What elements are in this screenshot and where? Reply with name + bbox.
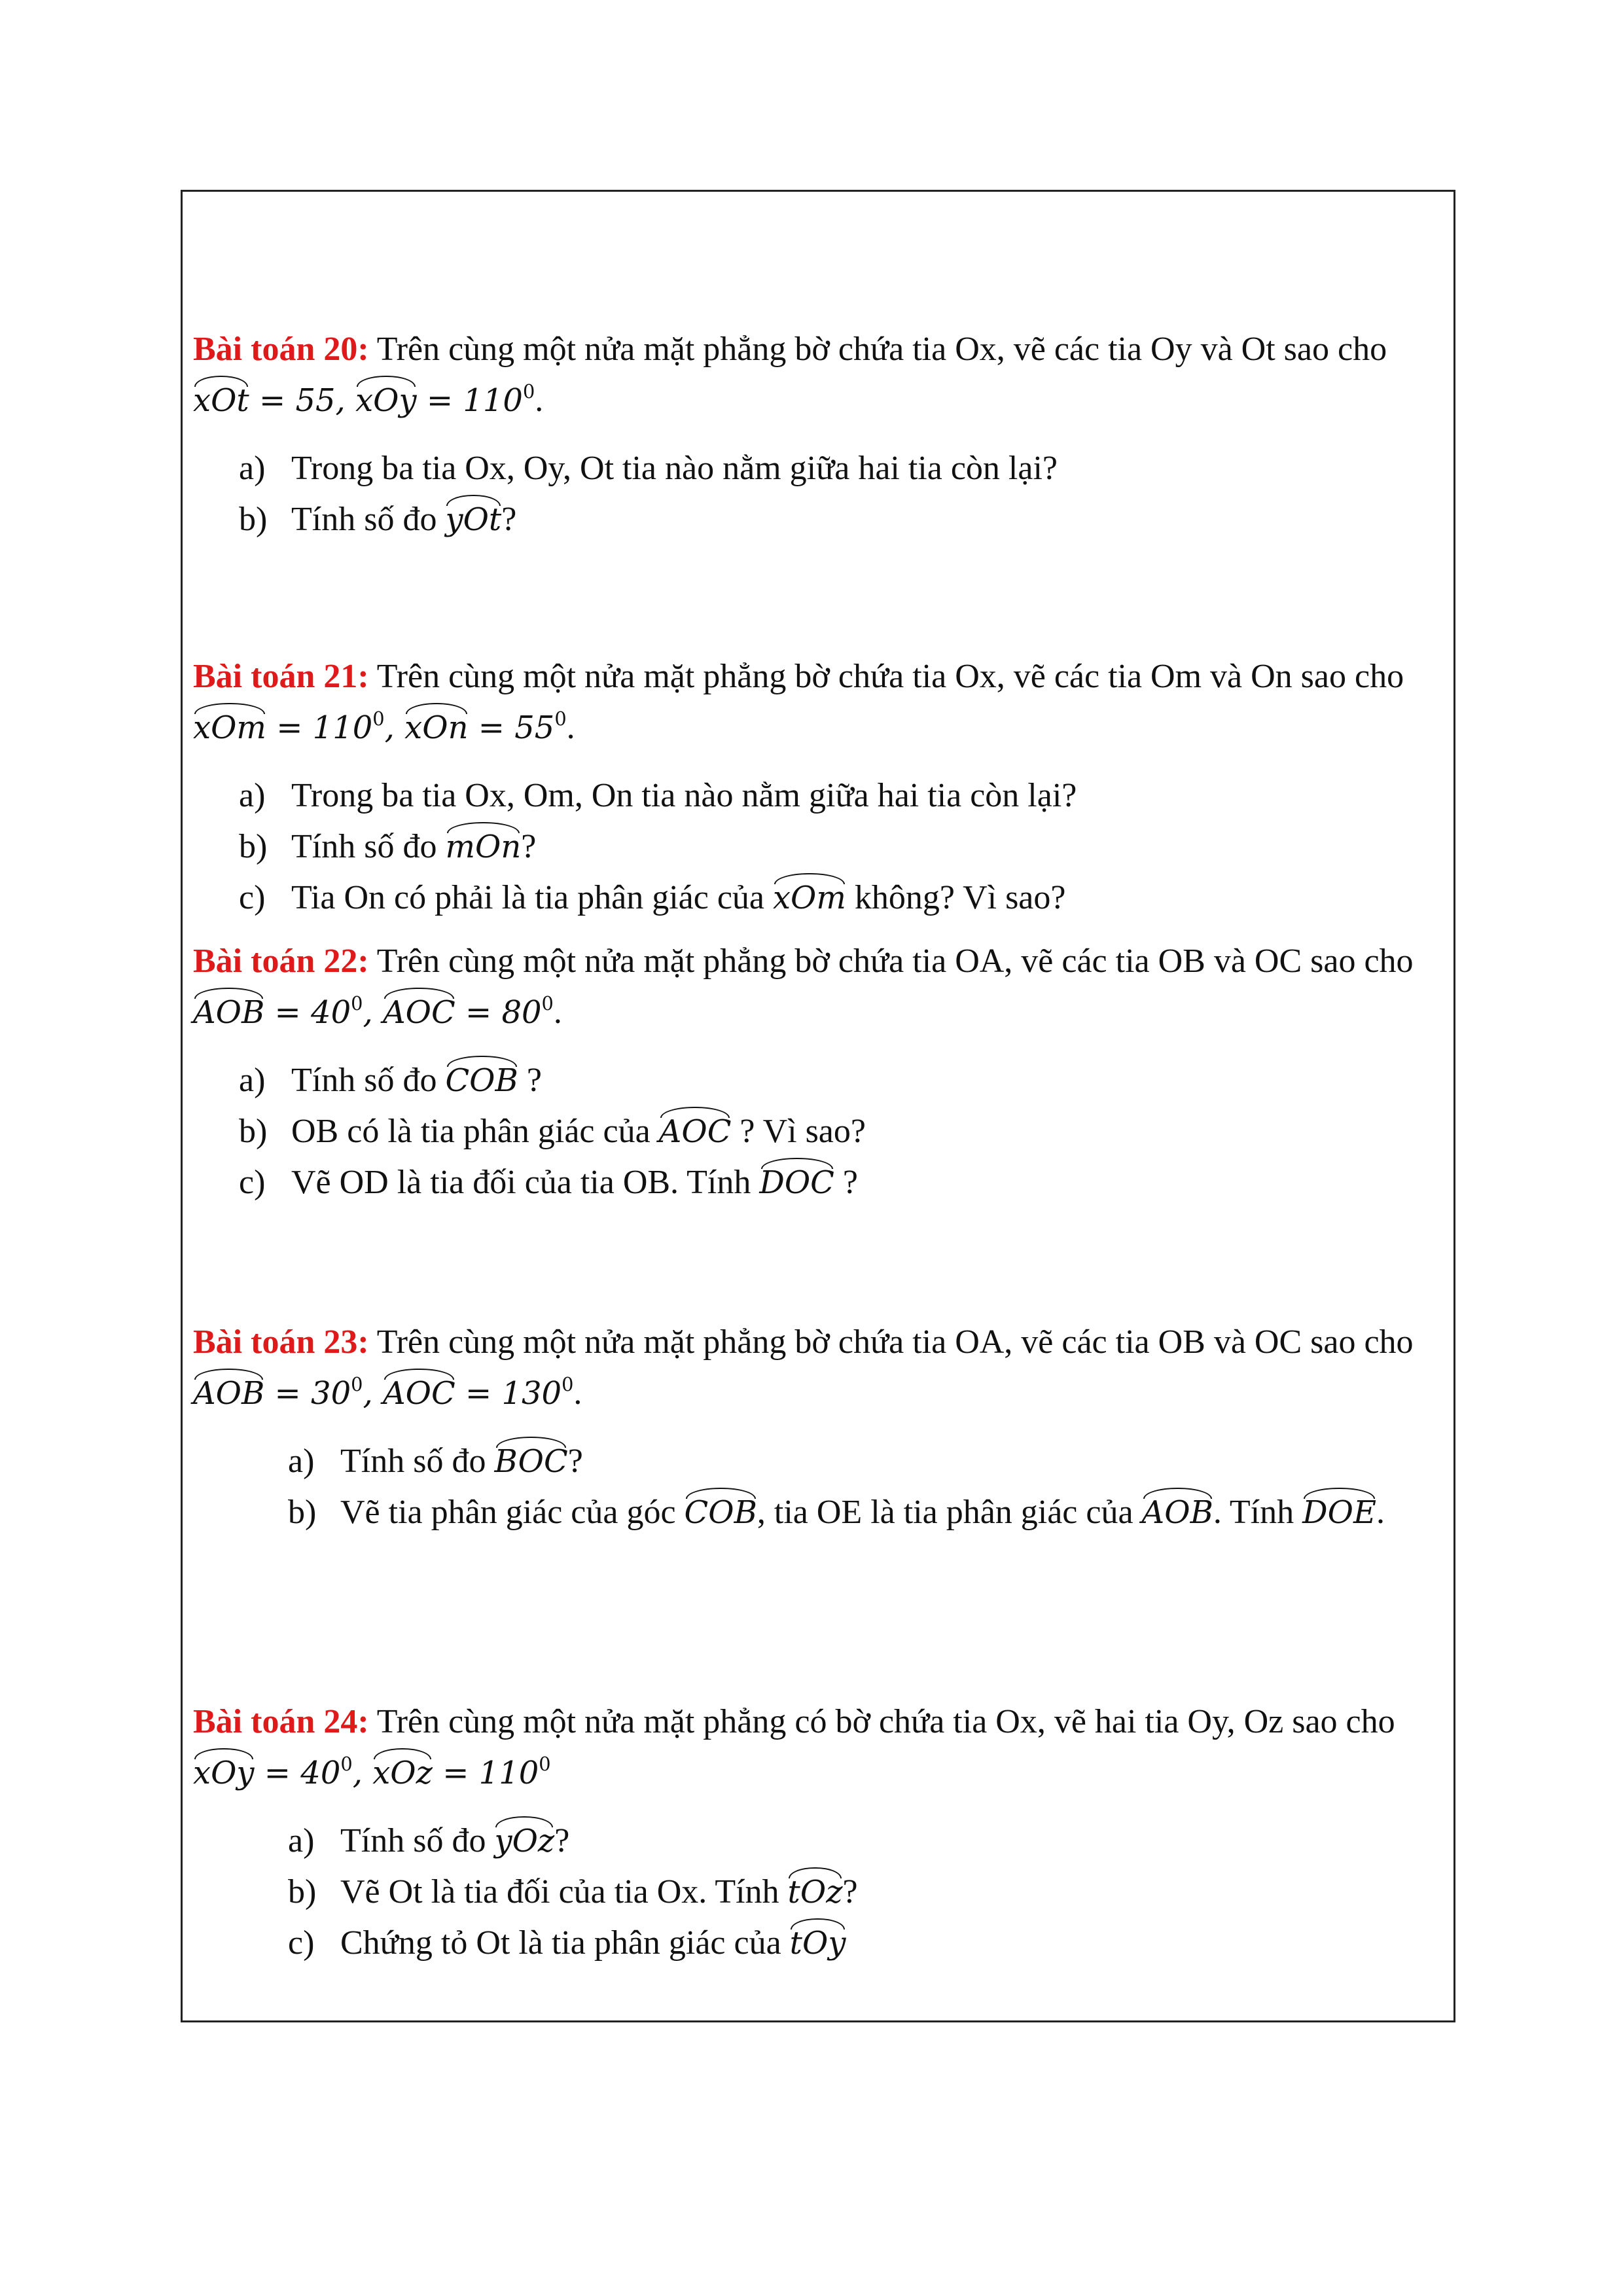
math-value: = 55, — [249, 382, 346, 419]
degree-superscript: 0 — [554, 707, 567, 730]
degree-superscript: 0 — [372, 707, 385, 730]
question-list — [193, 443, 1436, 545]
math-value: = 80 — [455, 994, 542, 1031]
problem-20 — [193, 324, 1436, 545]
item-text-after: ? — [521, 828, 537, 865]
problem-23 — [193, 1317, 1436, 1538]
question-item — [288, 1816, 1436, 1867]
item-text: Tính số đo — [291, 828, 437, 865]
angle-expression: yOt — [445, 494, 501, 545]
angle-expression: AOB — [193, 1368, 264, 1419]
angle-expression: xOz — [372, 1748, 433, 1799]
problem-heading: Bài toán 24: — [193, 1703, 369, 1740]
angle-expression: yOz — [494, 1816, 554, 1867]
item-text: Trong ba tia Ox, Om, On tia nào nằm giữa hai tia còn lại? — [291, 777, 1077, 814]
math-value: = 30 — [264, 1375, 351, 1412]
question-item — [239, 872, 1436, 924]
item-text-after: ? Vì sao? — [731, 1113, 866, 1150]
angle-expression: COB — [685, 1487, 757, 1538]
degree-superscript: 0 — [539, 1752, 551, 1775]
question-list — [193, 770, 1436, 924]
angle-expression: AOC — [659, 1106, 732, 1157]
degree-superscript: 0 — [351, 1372, 363, 1395]
problem-heading: Bài toán 23: — [193, 1323, 369, 1361]
item-text: Vẽ tia phân giác của góc — [340, 1494, 676, 1531]
angle-expression: xOm — [193, 702, 266, 753]
item-label: a) — [239, 450, 266, 487]
item-label: c) — [239, 1164, 266, 1201]
item-text: Vẽ Ot là tia đối của tia Ox. Tính — [340, 1873, 779, 1910]
problem-24 — [193, 1696, 1436, 1969]
question-item — [239, 770, 1436, 821]
question-list — [193, 1055, 1436, 1208]
item-text: Trong ba tia Ox, Oy, Ot tia nào nằm giữa hai tia còn lại? — [291, 450, 1058, 487]
math-separator: , — [352, 1755, 363, 1791]
question-item — [239, 1055, 1436, 1106]
problem-statement — [193, 936, 1436, 1038]
problem-text: Trên cùng một nửa mặt phẳng bờ chứa tia Ox, vẽ các tia Oy và Ot sao cho — [376, 331, 1387, 368]
item-text-after: không? Vì sao? — [846, 879, 1066, 916]
problem-heading: Bài toán 21: — [193, 658, 369, 695]
item-text: Tính số đo — [291, 1062, 437, 1099]
problem-text: Trên cùng một nửa mặt phẳng bờ chứa tia OA, vẽ các tia OB và OC sao cho — [376, 942, 1414, 980]
question-item — [288, 1918, 1436, 1969]
angle-expression: AOC — [383, 987, 455, 1038]
angle-expression: mOn — [445, 821, 521, 872]
problem-22 — [193, 936, 1436, 1208]
angle-expression: AOC — [383, 1368, 455, 1419]
item-label: b) — [239, 828, 268, 865]
problem-text: Trên cùng một nửa mặt phẳng bờ chứa tia Ox, vẽ các tia Om và On sao cho — [376, 658, 1404, 695]
item-label: a) — [239, 1062, 266, 1099]
angle-expression: xOt — [193, 375, 249, 426]
question-item — [239, 494, 1436, 545]
problem-21 — [193, 651, 1436, 924]
problem-text: Trên cùng một nửa mặt phẳng bờ chứa tia OA, vẽ các tia OB và OC sao cho — [376, 1323, 1414, 1361]
item-label: b) — [288, 1494, 317, 1531]
question-list — [193, 1436, 1436, 1538]
item-label: b) — [239, 1113, 268, 1150]
math-value: = 130 — [455, 1375, 562, 1412]
item-text: Tia On có phải là tia phân giác của — [291, 879, 764, 916]
math-separator: , — [363, 1375, 373, 1412]
angle-expression: xOy — [193, 1748, 255, 1799]
problem-statement — [193, 651, 1436, 753]
item-text: Tính số đo — [340, 1822, 486, 1859]
item-text-after: ? — [501, 501, 517, 538]
math-value: = 110 — [416, 382, 523, 419]
item-text-after: ? — [834, 1164, 858, 1201]
question-item — [288, 1867, 1436, 1918]
item-label: a) — [288, 1443, 315, 1480]
math-value: = 40 — [254, 1755, 341, 1791]
problem-text: Trên cùng một nửa mặt phẳng có bờ chứa tia Ox, vẽ hai tia Oy, Oz sao cho — [376, 1703, 1395, 1740]
math-value: = 110 — [266, 709, 373, 746]
item-text-after: ? — [567, 1443, 583, 1480]
item-label: b) — [288, 1873, 317, 1910]
degree-superscript: 0 — [541, 992, 554, 1014]
item-text: OB có là tia phân giác của — [291, 1113, 651, 1150]
item-label: a) — [239, 777, 266, 814]
item-label: b) — [239, 501, 268, 538]
angle-expression: COB — [445, 1055, 518, 1106]
question-item — [288, 1487, 1436, 1538]
angle-expression: AOB — [193, 987, 264, 1038]
math-value: = 40 — [264, 994, 351, 1031]
item-text-after: ? — [554, 1822, 570, 1859]
item-label: c) — [288, 1924, 315, 1962]
angle-expression: xOy — [355, 375, 417, 426]
math-value: = 110 — [432, 1755, 539, 1791]
question-item — [239, 821, 1436, 872]
angle-expression: BOC — [494, 1436, 567, 1487]
degree-superscript: 0 — [562, 1372, 574, 1395]
degree-superscript: 0 — [351, 992, 363, 1014]
item-text-after: . Tính — [1213, 1494, 1294, 1531]
item-text-after: ? — [518, 1062, 542, 1099]
angle-expression: xOm — [773, 872, 846, 924]
sentence-end: . — [566, 709, 575, 746]
angle-expression: AOB — [1142, 1487, 1213, 1538]
problem-heading: Bài toán 22: — [193, 942, 369, 980]
sentence-end: . — [535, 382, 544, 419]
item-text: Chứng tỏ Ot là tia phân giác của — [340, 1924, 781, 1962]
question-item — [239, 443, 1436, 494]
problem-statement — [193, 1317, 1436, 1419]
math-separator: , — [384, 709, 395, 746]
sentence-end: . — [573, 1374, 582, 1412]
problem-heading: Bài toán 20: — [193, 331, 369, 368]
angle-expression: DOE — [1302, 1487, 1376, 1538]
angle-expression: DOC — [759, 1157, 834, 1208]
angle-expression: tOy — [790, 1918, 846, 1969]
question-item — [239, 1157, 1436, 1208]
math-value: = 55 — [468, 709, 555, 746]
math-separator: , — [363, 994, 373, 1031]
item-text-after: ? — [842, 1873, 858, 1910]
degree-superscript: 0 — [340, 1752, 353, 1775]
item-text-after: . — [1376, 1494, 1385, 1531]
question-item — [288, 1436, 1436, 1487]
item-text: Tính số đo — [291, 501, 437, 538]
angle-expression: xOn — [404, 702, 468, 753]
item-label: c) — [239, 879, 266, 916]
item-text-after: , tia OE là tia phân giác của — [757, 1494, 1133, 1531]
sentence-end: . — [553, 994, 562, 1031]
degree-superscript: 0 — [522, 380, 535, 403]
item-text: Vẽ OD là tia đối của tia OB. Tính — [291, 1164, 751, 1201]
question-item — [239, 1106, 1436, 1157]
question-list — [193, 1816, 1436, 1969]
item-text: Tính số đo — [340, 1443, 486, 1480]
problem-statement — [193, 1696, 1436, 1799]
angle-expression: tOz — [788, 1867, 843, 1918]
item-label: a) — [288, 1822, 315, 1859]
problem-statement — [193, 324, 1436, 426]
